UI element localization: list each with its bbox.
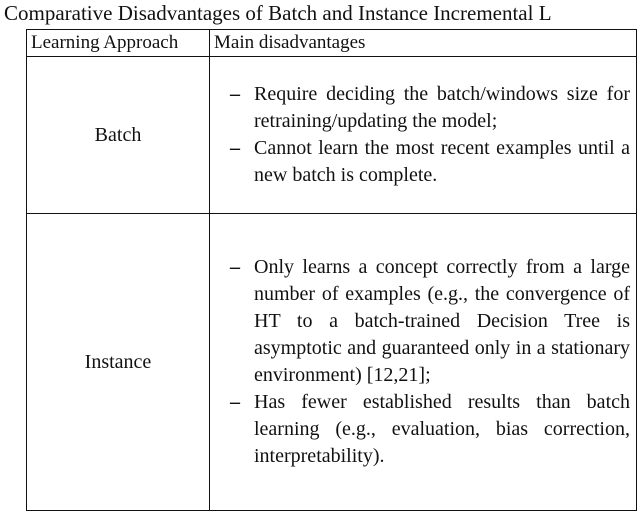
- disadvantage-text: Only learns a concept correctly from a large number of examples (e.g., the convergence of HT to a batch-trained Decision Tree is asymptotic and guaranteed only in a stationary environment) [12,21];: [254, 256, 630, 387]
- approach-cell-instance: Instance: [27, 214, 210, 511]
- table-row-instance: [27, 214, 637, 511]
- bullet-dash: –: [230, 256, 240, 279]
- bullet-dash: –: [230, 137, 240, 160]
- disadvantage-text: Require deciding the batch/windows size for retraining/updating the model;: [254, 83, 630, 133]
- disadvantage-list-batch: [230, 81, 630, 189]
- disadvantage-item: [230, 135, 630, 189]
- disadvantage-list-instance: [230, 254, 630, 470]
- table-caption: Comparative Disadvantages of Batch and Instance Incremental L: [4, 1, 552, 25]
- approach-cell-batch: Batch: [27, 57, 210, 214]
- disadvantage-item: [230, 254, 630, 389]
- disadvantage-text: Cannot learn the most recent examples until a new batch is complete.: [254, 137, 630, 187]
- bullet-dash: –: [230, 391, 240, 414]
- header-learning-approach: Learning Approach: [27, 30, 210, 57]
- disadvantage-item: [230, 389, 630, 470]
- disadvantages-cell-batch: [210, 57, 637, 214]
- disadvantage-text: Has fewer established results than batch learning (e.g., evaluation, bias correction, interpretability).: [254, 391, 630, 468]
- bullet-dash: –: [230, 83, 240, 106]
- table-header-row: [27, 30, 637, 57]
- disadvantages-cell-instance: [210, 214, 637, 511]
- comparison-table: [26, 29, 637, 511]
- table-row-batch: [27, 57, 637, 214]
- header-main-disadvantages: Main disadvantages: [210, 30, 637, 57]
- disadvantage-item: [230, 81, 630, 135]
